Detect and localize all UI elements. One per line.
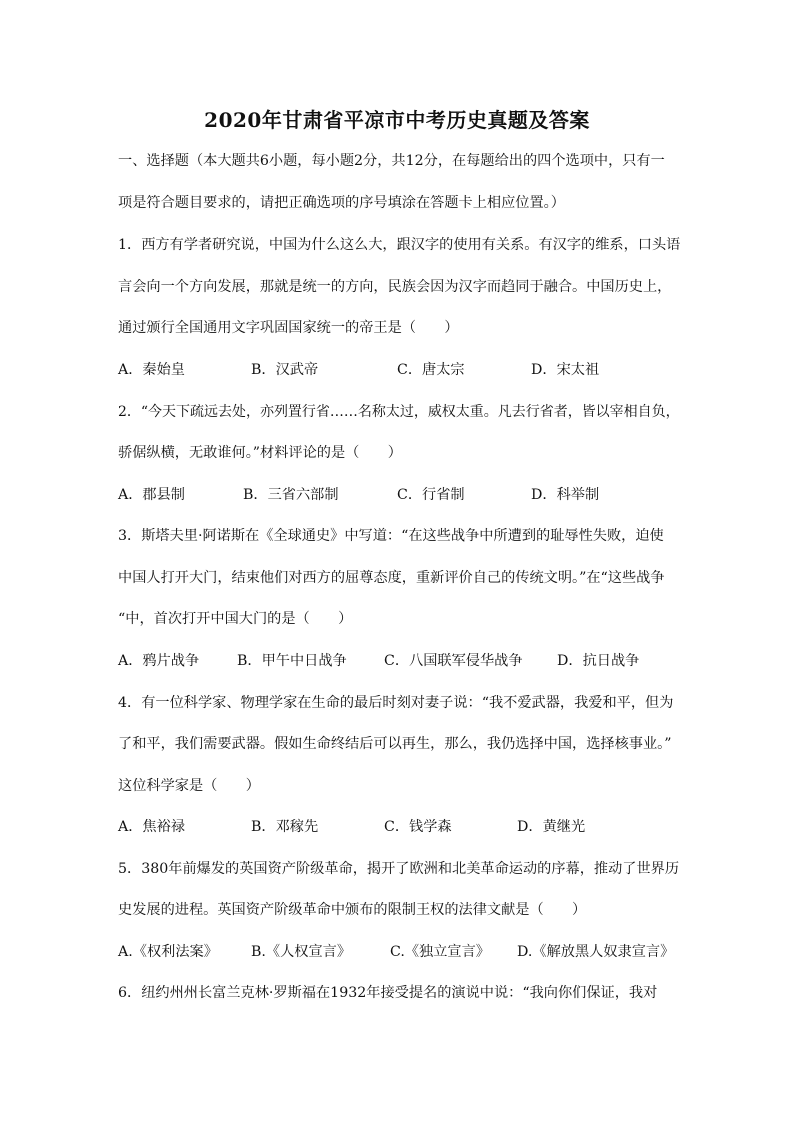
- question-3-line-3: “中，首次打开中国大门的是（ ）: [118, 611, 353, 627]
- section-instruction-line-2: 项是符合题目要求的，请把正确选项的序号填涂在答题卡上相应位置。）: [118, 195, 565, 211]
- question-3-line-2: 中国人打开大门，结束他们对西方的屈尊态度，重新评价自己的传统文明。”在“这些战争: [118, 570, 665, 586]
- question-1-option-d: D．宋太祖: [531, 362, 600, 378]
- section-instruction-line-1: 一、选择题（本大题共6小题，每小题2分，共12分，在每题给出的四个选项中，只有一: [118, 153, 665, 169]
- question-4-option-b: B．邓稼先: [251, 819, 319, 835]
- question-4-line-3: 这位科学家是（ ）: [118, 778, 260, 794]
- question-5-option-a: A.《权利法案》: [118, 944, 218, 960]
- document-title: 2020年甘肃省平凉市中考历史真题及答案: [204, 108, 590, 132]
- question-2-option-a: A．郡县制: [118, 487, 185, 503]
- question-3-option-a: A．鸦片战争: [118, 653, 200, 669]
- question-2-line-1: 2．“今天下疏远去处，亦列置行省……名称太过，威权太重。凡去行省者，皆以宰相自负，: [118, 404, 680, 420]
- question-4-option-c: C．钱学森: [384, 819, 452, 835]
- question-3-option-c: C．八国联军侵华战争: [384, 653, 523, 669]
- question-4-option-a: A．焦裕禄: [118, 819, 185, 835]
- question-1-option-b: B．汉武帝: [251, 362, 319, 378]
- question-3-option-d: D．抗日战争: [557, 653, 640, 669]
- question-2-option-b: B．三省六部制: [243, 487, 339, 503]
- question-1-option-a: A．秦始皇: [118, 362, 185, 378]
- question-4-option-d: D．黄继光: [517, 819, 586, 835]
- question-1-line-3: 通过颁行全国通用文字巩固国家统一的帝王是（ ）: [118, 320, 459, 336]
- question-4-line-2: 了和平，我们需要武器。假如生命终结后可以再生，那么，我仍选择中国，选择核事业。”: [118, 736, 672, 752]
- question-2-line-2: 骄倨纵横，无敢谁何。”材料评论的是（ ）: [118, 445, 402, 461]
- question-2-option-d: D．科举制: [531, 487, 600, 503]
- question-1-line-1: 1．西方有学者研究说，中国为什么这么大，跟汉字的使用有关系。有汉字的维系，口头语: [118, 237, 681, 253]
- question-5-option-b: B.《人权宣言》: [251, 944, 352, 960]
- question-1-line-2: 言会向一个方向发展，那就是统一的方向，民族会因为汉字而趋同于融合。中国历史上，: [118, 279, 672, 295]
- question-3-line-1: 3．斯塔夫里·阿诺斯在《全球通史》中写道：“在这些战争中所遭到的耻辱性失败，迫使: [118, 528, 664, 544]
- question-5-line-2: 史发展的进程。英国资产阶级革命中颁布的限制王权的法律文献是（ ）: [118, 902, 587, 918]
- question-6-line-1: 6．纽约州州长富兰克林·罗斯福在1932年接受提名的演说中说：“我向你们保证，我对: [118, 985, 658, 1001]
- question-3-option-b: B．甲午中日战争: [237, 653, 347, 669]
- question-5-option-d: D.《解放黑人奴隶宣言》: [517, 944, 675, 960]
- question-5-line-1: 5．380年前爆发的英国资产阶级革命，揭开了欧洲和北美革命运动的序幕，推动了世界历: [118, 861, 680, 877]
- question-2-option-c: C．行省制: [397, 487, 465, 503]
- question-5-option-c: C.《独立宣言》: [390, 944, 490, 960]
- question-4-line-1: 4．有一位科学家、物理学家在生命的最后时刻对妻子说：“我不爱武器，我爱和平，但为: [118, 695, 674, 711]
- question-1-option-c: C．唐太宗: [397, 362, 465, 378]
